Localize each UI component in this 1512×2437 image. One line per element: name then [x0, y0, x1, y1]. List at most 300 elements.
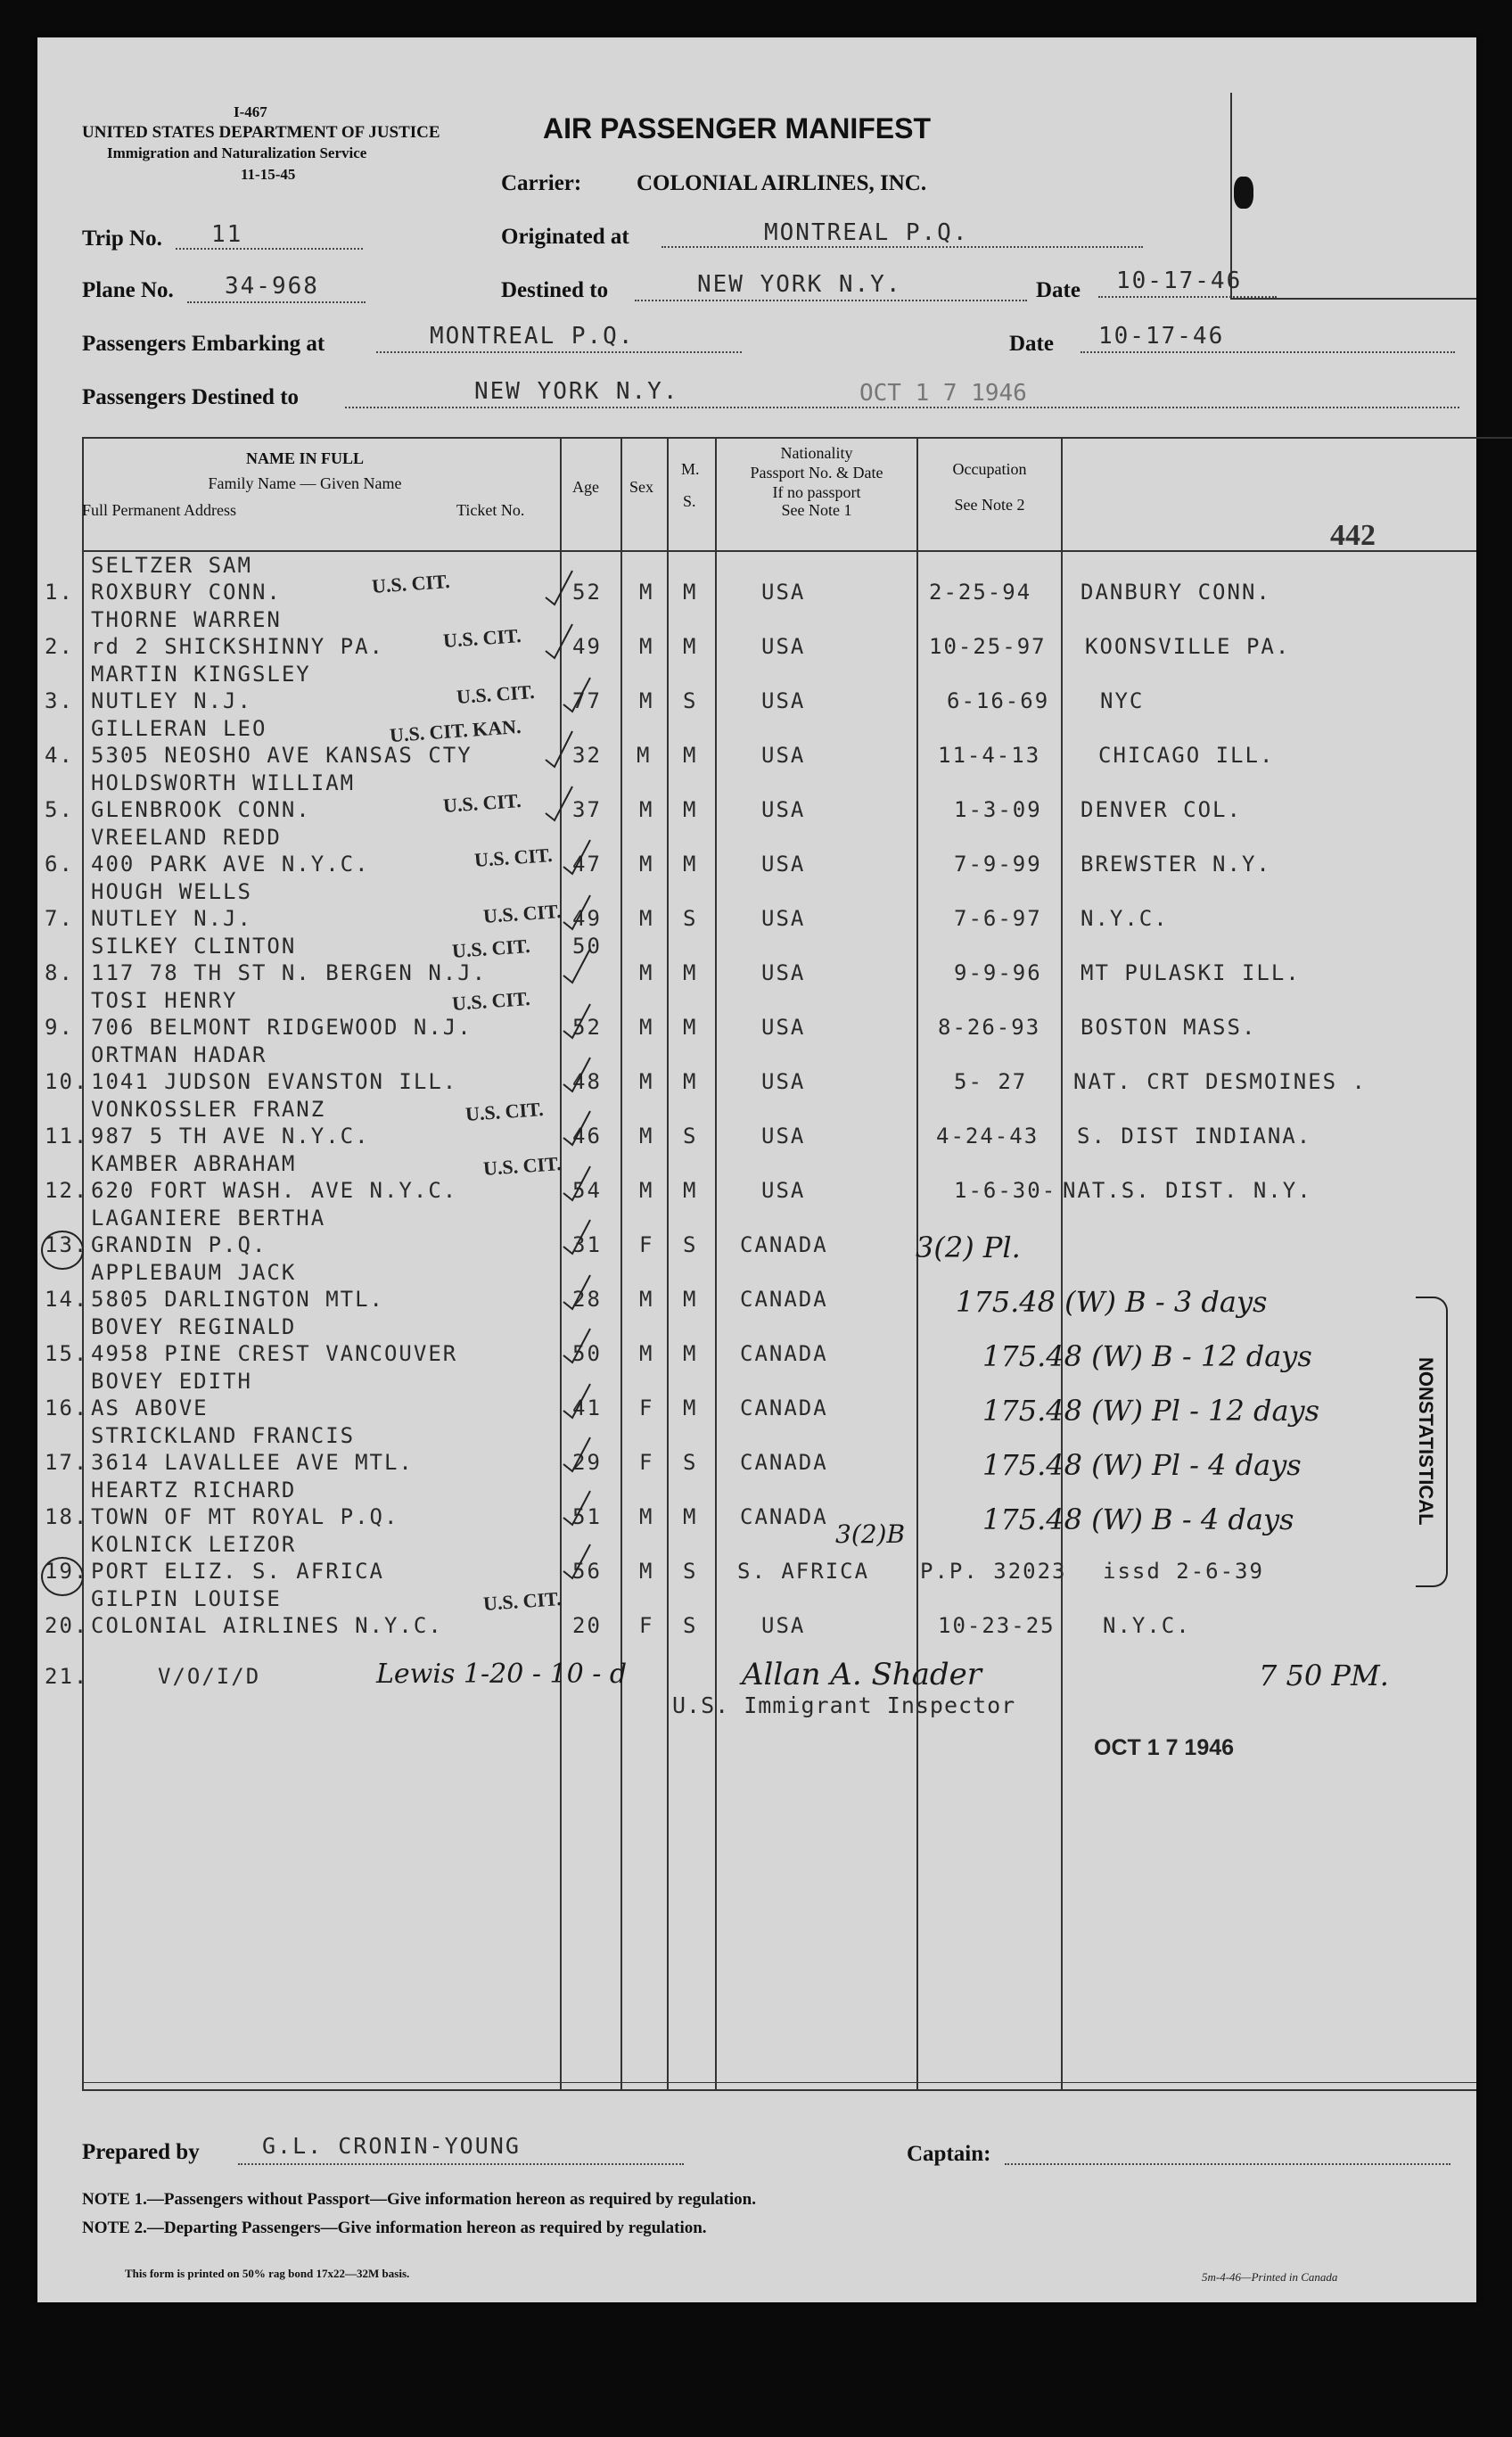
- col-header-name: NAME IN FULL: [245, 449, 364, 467]
- marital-status: S: [683, 1124, 698, 1149]
- age: 37: [572, 797, 602, 822]
- list-item: [37, 662, 1476, 716]
- sex: M: [639, 688, 654, 713]
- pdest-label: Passengers Destined to: [82, 385, 300, 409]
- citizenship-stamp: U.S. CIT. KAN.: [389, 714, 522, 747]
- sex: M: [639, 852, 654, 877]
- passenger-name: KOLNICK LEIZOR: [91, 1532, 297, 1557]
- passenger-address: 117 78 TH ST N. BERGEN N.J.: [91, 960, 488, 985]
- check-mark: [546, 624, 572, 658]
- check-mark: [563, 1220, 590, 1254]
- citizenship-stamp: U.S. CIT.: [451, 934, 531, 963]
- nationality: USA: [761, 797, 806, 822]
- row-number: 10.: [45, 1069, 89, 1094]
- sex: M: [637, 743, 652, 768]
- passenger-address: AS ABOVE: [91, 1396, 209, 1420]
- passenger-address: GRANDIN P.Q.: [91, 1232, 267, 1257]
- bracket-mark: [1416, 1297, 1448, 1587]
- marital-status: S: [683, 1559, 698, 1584]
- marital-status: M: [683, 852, 698, 877]
- nationality: USA: [761, 743, 806, 768]
- row-number: 9.: [45, 1015, 74, 1040]
- passenger-name: SILKEY CLINTON: [91, 934, 297, 959]
- passenger-name: LAGANIERE BERTHA: [91, 1206, 326, 1231]
- passenger-address: 400 PARK AVE N.Y.C.: [91, 852, 370, 877]
- nationality: USA: [761, 1178, 806, 1203]
- passenger-name: HOLDSWORTH WILLIAM: [91, 770, 356, 795]
- marital-status: M: [683, 1178, 698, 1203]
- passenger-address: PORT ELIZ. S. AFRICA: [91, 1559, 384, 1584]
- row-number: 4.: [45, 743, 74, 768]
- col-header-ticket: Ticket No.: [456, 501, 525, 519]
- nationality: USA: [761, 1069, 806, 1094]
- citizenship-stamp: U.S. CIT.: [482, 1586, 563, 1616]
- row-number: 2.: [45, 634, 74, 659]
- embarking-value: MONTREAL P.Q.: [430, 323, 635, 350]
- occupation: S. DIST INDIANA.: [1077, 1124, 1312, 1149]
- nationality: CANADA: [740, 1504, 828, 1529]
- passenger-name: GILPIN LOUISE: [91, 1586, 282, 1611]
- age: 77: [572, 688, 602, 713]
- agency-line-2: Immigration and Naturalization Service: [107, 144, 367, 161]
- passport: 175.48 (W) Pl - 12 days: [982, 1394, 1320, 1428]
- nationality: S. AFRICA: [737, 1559, 870, 1584]
- row-number: 20.: [45, 1613, 89, 1638]
- sex: M: [639, 634, 654, 659]
- date2-label: Date: [1009, 332, 1054, 356]
- note-2: NOTE 2.—Departing Passengers—Give information hereon as required by regulation.: [82, 2219, 707, 2237]
- check-mark: [563, 840, 590, 874]
- carrier-label: Carrier:: [501, 171, 582, 195]
- age: 50: [572, 1341, 602, 1366]
- citizenship-stamp: U.S. CIT.: [371, 569, 451, 598]
- sex: M: [639, 960, 654, 985]
- passenger-name: GILLERAN LEO: [91, 716, 267, 741]
- row-number: 19.: [45, 1559, 89, 1584]
- passenger-name: HEARTZ RICHARD: [91, 1478, 297, 1503]
- passport: 4-24-43: [936, 1124, 1040, 1149]
- list-item: [37, 1423, 1476, 1482]
- occupation: issd 2-6-39: [1103, 1559, 1264, 1584]
- row-number: 14.: [45, 1287, 89, 1312]
- nationality: USA: [761, 634, 806, 659]
- date2-underline: [1081, 351, 1455, 353]
- check-mark: [546, 786, 572, 820]
- age: 49: [572, 634, 602, 659]
- col-header-nat-3: If no passport: [772, 483, 861, 501]
- row-number: 6.: [45, 852, 74, 877]
- passport: 1-6-30-: [954, 1178, 1057, 1203]
- col-header-nat-2: Passport No. & Date: [750, 464, 883, 482]
- sex: M: [639, 1504, 654, 1529]
- embarking-underline: [376, 351, 742, 353]
- passenger-address: 1041 JUDSON EVANSTON ILL.: [91, 1069, 458, 1094]
- trip-label: Trip No.: [82, 226, 162, 251]
- citizenship-stamp: U.S. CIT.: [451, 986, 531, 1016]
- check-mark: [563, 1544, 590, 1578]
- row-number: 18.: [45, 1504, 89, 1529]
- prepared-underline: [238, 2163, 684, 2165]
- list-item: [37, 770, 1476, 825]
- passenger-address: GLENBROOK CONN.: [91, 797, 311, 822]
- occupation: CHICAGO ILL.: [1098, 743, 1275, 768]
- marital-status: M: [683, 1069, 698, 1094]
- list-item: [37, 716, 1476, 770]
- age: 52: [572, 1015, 602, 1040]
- age: 47: [572, 852, 602, 877]
- list-item: [37, 1532, 1476, 1586]
- handwritten-note: Lewis 1-20 - 10 - d: [376, 1659, 628, 1690]
- list-item: [37, 934, 1476, 988]
- age: 31: [572, 1232, 602, 1257]
- check-mark: [563, 1491, 590, 1525]
- passenger-address: 4958 PINE CREST VANCOUVER: [91, 1341, 458, 1366]
- sex: M: [639, 580, 654, 605]
- captain-underline: [1005, 2163, 1450, 2165]
- date-value: 10-17-46: [1116, 268, 1243, 294]
- passenger-name: BOVEY REGINALD: [91, 1314, 297, 1339]
- originated-underline: [662, 246, 1143, 248]
- occupation: DENVER COL.: [1081, 797, 1242, 822]
- passport: 175.48 (W) Pl - 4 days: [982, 1448, 1302, 1482]
- marital-status: S: [683, 1613, 698, 1638]
- age: 46: [572, 1124, 602, 1149]
- nationality: USA: [761, 906, 806, 931]
- nationality: USA: [761, 1613, 806, 1638]
- col-header-ms-2: S.: [683, 492, 696, 510]
- row-number: 12.: [45, 1178, 89, 1203]
- passport: P.P. 32023: [920, 1559, 1067, 1584]
- list-item: [37, 1206, 1476, 1264]
- marital-status: M: [683, 1015, 698, 1040]
- nonstatistical-stamp: NONSTATISTICAL: [1415, 1357, 1437, 1526]
- sex: F: [639, 1396, 654, 1420]
- check-mark: [563, 678, 590, 712]
- row-number: 3.: [45, 688, 74, 713]
- age: 52: [572, 580, 602, 605]
- passenger-name: VONKOSSLER FRANZ: [91, 1097, 326, 1122]
- row-number: 7.: [45, 906, 74, 931]
- check-mark: [563, 1004, 590, 1038]
- passenger-address: TOWN OF MT ROYAL P.Q.: [91, 1504, 399, 1529]
- age: 51: [572, 1504, 602, 1529]
- nationality: CANADA: [740, 1450, 828, 1475]
- printed-note: This form is printed on 50% rag bond 17x22—32M basis.: [125, 2267, 410, 2280]
- row-number: 13.: [45, 1232, 89, 1257]
- age: 54: [572, 1178, 602, 1203]
- passport: 8-26-93: [938, 1015, 1041, 1040]
- list-item: [37, 1314, 1476, 1373]
- nationality: USA: [761, 1124, 806, 1149]
- list-item: [37, 1586, 1476, 1641]
- embarking-label: Passengers Embarking at: [82, 332, 325, 356]
- sex: F: [639, 1232, 654, 1257]
- table-bottom-rule-2: [82, 2082, 1476, 2083]
- row-number: 8.: [45, 960, 74, 985]
- citizenship-stamp: U.S. CIT.: [482, 899, 563, 928]
- inspection-stamp: OCT 1 7 1946: [1094, 1735, 1235, 1760]
- row-number: 15.: [45, 1341, 89, 1366]
- passport: 5- 27: [954, 1069, 1028, 1094]
- age: 48: [572, 1069, 602, 1094]
- list-item: [37, 1369, 1476, 1428]
- list-item: [37, 553, 1476, 607]
- check-mark: [563, 1058, 590, 1091]
- occupation: NAT. CRT DESMOINES .: [1073, 1069, 1367, 1094]
- list-item-void: [37, 1643, 1476, 1697]
- passport: 11-4-13: [938, 743, 1041, 768]
- passenger-name: APPLEBAUM JACK: [91, 1260, 297, 1285]
- occupation: N.Y.C.: [1103, 1613, 1191, 1638]
- check-mark: [546, 731, 572, 767]
- note-3b: 3(2)B: [835, 1519, 906, 1549]
- passport: 10-23-25: [938, 1613, 1056, 1638]
- passport: 175.48 (W) B - 3 days: [956, 1285, 1268, 1319]
- row-number: 16.: [45, 1396, 89, 1420]
- row-number: 11.: [45, 1124, 89, 1149]
- date-label: Date: [1036, 278, 1081, 302]
- sex: M: [639, 1178, 654, 1203]
- passport: 7-6-97: [954, 906, 1042, 931]
- trip-number: 11: [211, 221, 243, 248]
- list-item: [37, 988, 1476, 1042]
- occupation: DANBURY CONN.: [1081, 580, 1271, 605]
- list-item: [37, 879, 1476, 934]
- captain-label: Captain:: [907, 2142, 991, 2166]
- originated-label: Originated at: [501, 225, 629, 249]
- passenger-address: 620 FORT WASH. AVE N.Y.C.: [91, 1178, 458, 1203]
- age: 56: [572, 1559, 602, 1584]
- plane-underline: [187, 301, 366, 303]
- marital-status: S: [683, 688, 698, 713]
- sex: M: [639, 1287, 654, 1312]
- destined-value: NEW YORK N.Y.: [697, 271, 902, 298]
- trip-underline: [176, 248, 363, 250]
- nationality: USA: [761, 960, 806, 985]
- manifest-sheet: [37, 37, 1476, 2302]
- age: 32: [572, 743, 602, 768]
- nationality: CANADA: [740, 1287, 828, 1312]
- passenger-address: 3614 LAVALLEE AVE MTL.: [91, 1450, 414, 1475]
- col-header-occ-1: Occupation: [952, 460, 1027, 478]
- prepared-label: Prepared by: [82, 2140, 200, 2164]
- passenger-address: 5805 DARLINGTON MTL.: [91, 1287, 384, 1312]
- sex: M: [639, 1341, 654, 1366]
- age: 29: [572, 1450, 602, 1475]
- passenger-name: HOUGH WELLS: [91, 879, 252, 904]
- col-header-name-sub: Family Name — Given Name: [208, 474, 402, 492]
- passport: 9-9-96: [954, 960, 1042, 985]
- passport: 6-16-69: [947, 688, 1050, 713]
- table-bottom-rule: [82, 2089, 1476, 2091]
- citizenship-stamp: U.S. CIT.: [482, 1151, 563, 1181]
- passenger-name: MARTIN KINGSLEY: [91, 662, 311, 687]
- col-header-sex: Sex: [629, 478, 653, 496]
- marital-status: M: [683, 797, 698, 822]
- nationality: USA: [761, 580, 806, 605]
- note-1: NOTE 1.—Passengers without Passport—Give information hereon as required by regulation.: [82, 2190, 756, 2209]
- destined-label: Destined to: [501, 278, 609, 302]
- passenger-address: NUTLEY N.J.: [91, 688, 252, 713]
- form-date: 11-15-45: [241, 166, 296, 183]
- header-bottom-rule: [82, 550, 1476, 552]
- originated-value: MONTREAL P.Q.: [764, 219, 969, 246]
- marital-status: M: [683, 1396, 698, 1420]
- list-item: [37, 1151, 1476, 1206]
- prepared-by: G.L. CRONIN-YOUNG: [262, 2133, 521, 2159]
- row-number: 5.: [45, 797, 74, 822]
- row-number: 1.: [45, 580, 74, 605]
- void-text: V/O/I/D: [158, 1664, 261, 1689]
- col-header-nat-4: See Note 1: [781, 501, 852, 519]
- marital-status: S: [683, 1232, 698, 1257]
- list-item: [37, 1097, 1476, 1151]
- citizenship-stamp: U.S. CIT.: [473, 843, 554, 872]
- check-mark: [546, 571, 572, 605]
- passenger-name: ORTMAN HADAR: [91, 1042, 267, 1067]
- sex: M: [639, 1124, 654, 1149]
- row-number: 21.: [45, 1664, 89, 1689]
- marital-status: S: [683, 1450, 698, 1475]
- age: 20: [572, 1613, 602, 1638]
- occupation: NYC: [1100, 688, 1145, 713]
- passenger-address: NUTLEY N.J.: [91, 906, 252, 931]
- sex: M: [639, 906, 654, 931]
- col-header-nat-1: Nationality: [780, 444, 853, 462]
- check-mark: [563, 1384, 590, 1418]
- inspector-signature: Allan A. Shader: [742, 1657, 982, 1692]
- passport: 175.48 (W) B - 4 days: [982, 1503, 1294, 1536]
- check-marks: [537, 553, 662, 1623]
- age: 41: [572, 1396, 602, 1420]
- check-mark: [563, 1111, 590, 1145]
- check-mark: [563, 895, 590, 929]
- sex: M: [639, 1015, 654, 1040]
- punch-hole-mark: [1234, 177, 1253, 209]
- age: 49: [572, 906, 602, 931]
- passenger-address: ROXBURY CONN.: [91, 580, 282, 605]
- list-item: [37, 1260, 1476, 1319]
- marital-status: M: [683, 580, 698, 605]
- agency-line-1: UNITED STATES DEPARTMENT OF JUSTICE: [82, 123, 440, 142]
- passport: 3(2) Pl.: [916, 1231, 1021, 1264]
- table-top-rule: [82, 437, 1512, 439]
- pdest-value: NEW YORK N.Y.: [474, 378, 679, 405]
- nationality: USA: [761, 688, 806, 713]
- list-item: [37, 825, 1476, 879]
- plane-label: Plane No.: [82, 278, 174, 302]
- date-underline: [1098, 296, 1277, 298]
- occupation: BREWSTER N.Y.: [1081, 852, 1271, 877]
- stamp-box-bottom: [1230, 298, 1476, 300]
- page-number: 442: [1330, 519, 1376, 552]
- pdest-underline: [345, 407, 1459, 408]
- sex: F: [639, 1450, 654, 1475]
- passenger-name: VREELAND REDD: [91, 825, 282, 850]
- citizenship-stamp: U.S. CIT.: [464, 1097, 545, 1126]
- date2-value: 10-17-46: [1098, 323, 1225, 350]
- marital-status: S: [683, 906, 698, 931]
- arrival-time: 7 50 PM.: [1259, 1659, 1389, 1692]
- check-mark: [563, 1329, 590, 1363]
- passport: 2-25-94: [929, 580, 1032, 605]
- marital-status: M: [683, 1341, 698, 1366]
- form-number: I-467: [234, 103, 267, 120]
- printed-in: 5m-4-46—Printed in Canada: [1202, 2270, 1338, 2284]
- passenger-address: rd 2 SHICKSHINNY PA.: [91, 634, 384, 659]
- passport: 10-25-97: [929, 634, 1047, 659]
- col-header-ms-1: M.: [681, 460, 700, 478]
- sex: M: [639, 797, 654, 822]
- sex: M: [639, 1069, 654, 1094]
- marital-status: M: [683, 743, 698, 768]
- plane-number: 34-968: [225, 273, 319, 300]
- col-header-occ-2: See Note 2: [954, 496, 1025, 514]
- age: 28: [572, 1287, 602, 1312]
- list-item: [37, 607, 1476, 662]
- passenger-address: 5305 NEOSHO AVE KANSAS CTY: [91, 743, 472, 768]
- col-header-age: Age: [572, 478, 599, 496]
- passport: 1-3-09: [954, 797, 1042, 822]
- marital-status: M: [683, 634, 698, 659]
- passport: 175.48 (W) B - 12 days: [982, 1339, 1312, 1373]
- nationality: CANADA: [740, 1232, 828, 1257]
- passenger-name: STRICKLAND FRANCIS: [91, 1423, 356, 1448]
- marital-status: M: [683, 960, 698, 985]
- nationality: CANADA: [740, 1341, 828, 1366]
- check-mark: [563, 1275, 590, 1309]
- nationality: CANADA: [740, 1396, 828, 1420]
- sex: M: [639, 1559, 654, 1584]
- citizenship-stamp: U.S. CIT.: [442, 623, 522, 653]
- occupation: NAT.S. DIST. N.Y.: [1063, 1178, 1312, 1203]
- citizenship-stamp: U.S. CIT.: [456, 679, 536, 709]
- check-mark: [563, 949, 590, 983]
- marital-status: M: [683, 1504, 698, 1529]
- nationality: USA: [761, 1015, 806, 1040]
- list-item: [37, 1042, 1476, 1097]
- occupation: MT PULASKI ILL.: [1081, 960, 1301, 985]
- destined-underline: [635, 300, 1027, 301]
- citizenship-stamp: U.S. CIT.: [442, 788, 522, 818]
- check-mark: [563, 1166, 590, 1200]
- col-header-address: Full Permanent Address: [82, 501, 236, 519]
- passenger-name: BOVEY EDITH: [91, 1369, 252, 1394]
- passenger-address: 706 BELMONT RIDGEWOOD N.J.: [91, 1015, 472, 1040]
- passport: 7-9-99: [954, 852, 1042, 877]
- sex: F: [639, 1613, 654, 1638]
- check-mark: [563, 1437, 590, 1471]
- marital-status: M: [683, 1287, 698, 1312]
- row-number: 17.: [45, 1450, 89, 1475]
- passenger-address: 987 5 TH AVE N.Y.C.: [91, 1124, 370, 1149]
- occupation: BOSTON MASS.: [1081, 1015, 1257, 1040]
- passenger-name: SELTZER SAM: [91, 553, 252, 578]
- row-13-circle: [41, 1231, 84, 1270]
- arrival-date-stamp: OCT 1 7 1946: [859, 380, 1027, 407]
- nationality: USA: [761, 852, 806, 877]
- passenger-name: KAMBER ABRAHAM: [91, 1151, 297, 1176]
- occupation: N.Y.C.: [1081, 906, 1169, 931]
- inspector-label: U.S. Immigrant Inspector: [672, 1692, 1016, 1718]
- page-title: AIR PASSENGER MANIFEST: [543, 112, 931, 144]
- age: 50: [572, 934, 602, 959]
- passenger-name: THORNE WARREN: [91, 607, 282, 632]
- passenger-address: COLONIAL AIRLINES N.Y.C.: [91, 1613, 443, 1638]
- carrier-name: COLONIAL AIRLINES, INC.: [637, 171, 927, 195]
- passenger-name: TOSI HENRY: [91, 988, 238, 1013]
- occupation: KOONSVILLE PA.: [1085, 634, 1291, 659]
